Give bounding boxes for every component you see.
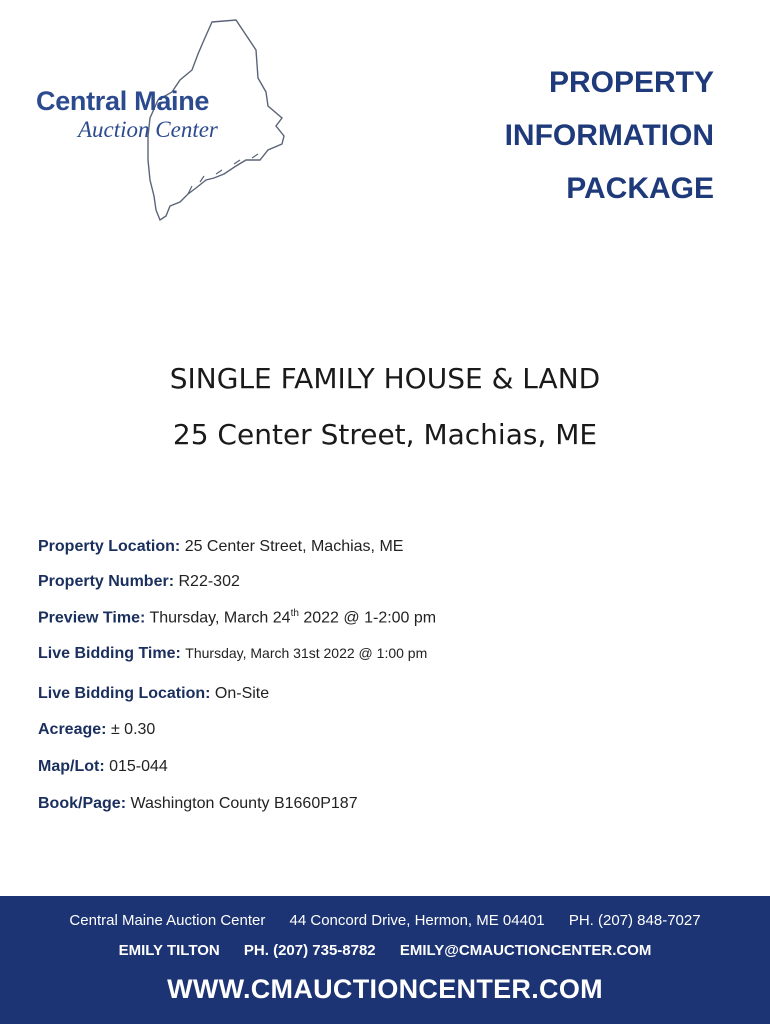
detail-label: Map/Lot:	[38, 758, 105, 775]
footer-contact-email[interactable]: EMILY@CMAUCTIONCENTER.COM	[399, 942, 652, 959]
logo-text-line2: Auction Center	[78, 117, 218, 142]
package-title	[505, 56, 714, 215]
footer-company: Central Maine Auction Center	[69, 912, 266, 929]
detail-value: On-Site	[214, 685, 270, 702]
detail-label: Preview Time:	[38, 609, 146, 627]
detail-label: Acreage:	[38, 721, 107, 738]
detail-label: Property Number:	[38, 573, 175, 590]
footer-contact-phone: PH. (207) 735-8782	[243, 942, 376, 959]
footer-contact-row	[0, 942, 770, 959]
footer-company-row	[0, 912, 770, 929]
title-line3: PACKAGE	[566, 172, 714, 205]
footer-website-link[interactable]: WWW.CMAUCTIONCENTER.COM	[167, 974, 603, 1004]
detail-property-number	[38, 573, 240, 591]
detail-label: Live Bidding Location:	[38, 685, 211, 702]
contact-footer	[0, 896, 770, 1024]
title-line1: PROPERTY	[548, 66, 714, 99]
detail-value: Thursday, March 31st 2022 @ 1:00 pm	[185, 645, 428, 661]
detail-label: Book/Page:	[38, 795, 127, 812]
detail-value: 25 Center Street, Machias, ME	[184, 538, 404, 555]
company-logo	[20, 10, 320, 240]
footer-contact-name: EMILY TILTON	[118, 942, 220, 959]
logo-text-line1: Central Maine	[36, 86, 210, 116]
detail-value: Thursday, March 24	[149, 609, 291, 627]
property-address-heading: 25 Center Street, Machias, ME	[172, 418, 598, 451]
detail-value-rest: 2022 @ 1-2:00 pm	[303, 609, 437, 627]
detail-label: Property Location:	[38, 538, 181, 555]
detail-value: Washington County B1660P187	[130, 795, 358, 812]
detail-book-page	[38, 795, 358, 813]
detail-label: Live Bidding Time:	[38, 645, 181, 662]
detail-preview-time	[38, 608, 436, 627]
property-type-heading: SINGLE FAMILY HOUSE & LAND	[169, 362, 601, 395]
detail-acreage	[38, 721, 155, 739]
detail-value: 015-044	[109, 758, 168, 775]
detail-map-lot	[38, 758, 168, 776]
footer-address: 44 Concord Drive, Hermon, ME 04401	[289, 912, 545, 929]
detail-value: R22-302	[178, 573, 240, 590]
detail-value: ± 0.30	[110, 721, 156, 738]
detail-property-location	[38, 538, 403, 556]
detail-value-suffix: th	[290, 608, 299, 619]
detail-live-bidding-location	[38, 685, 269, 703]
detail-live-bidding-time	[38, 645, 427, 663]
footer-phone: PH. (207) 848-7027	[568, 912, 701, 929]
title-line2: INFORMATION	[504, 119, 714, 152]
